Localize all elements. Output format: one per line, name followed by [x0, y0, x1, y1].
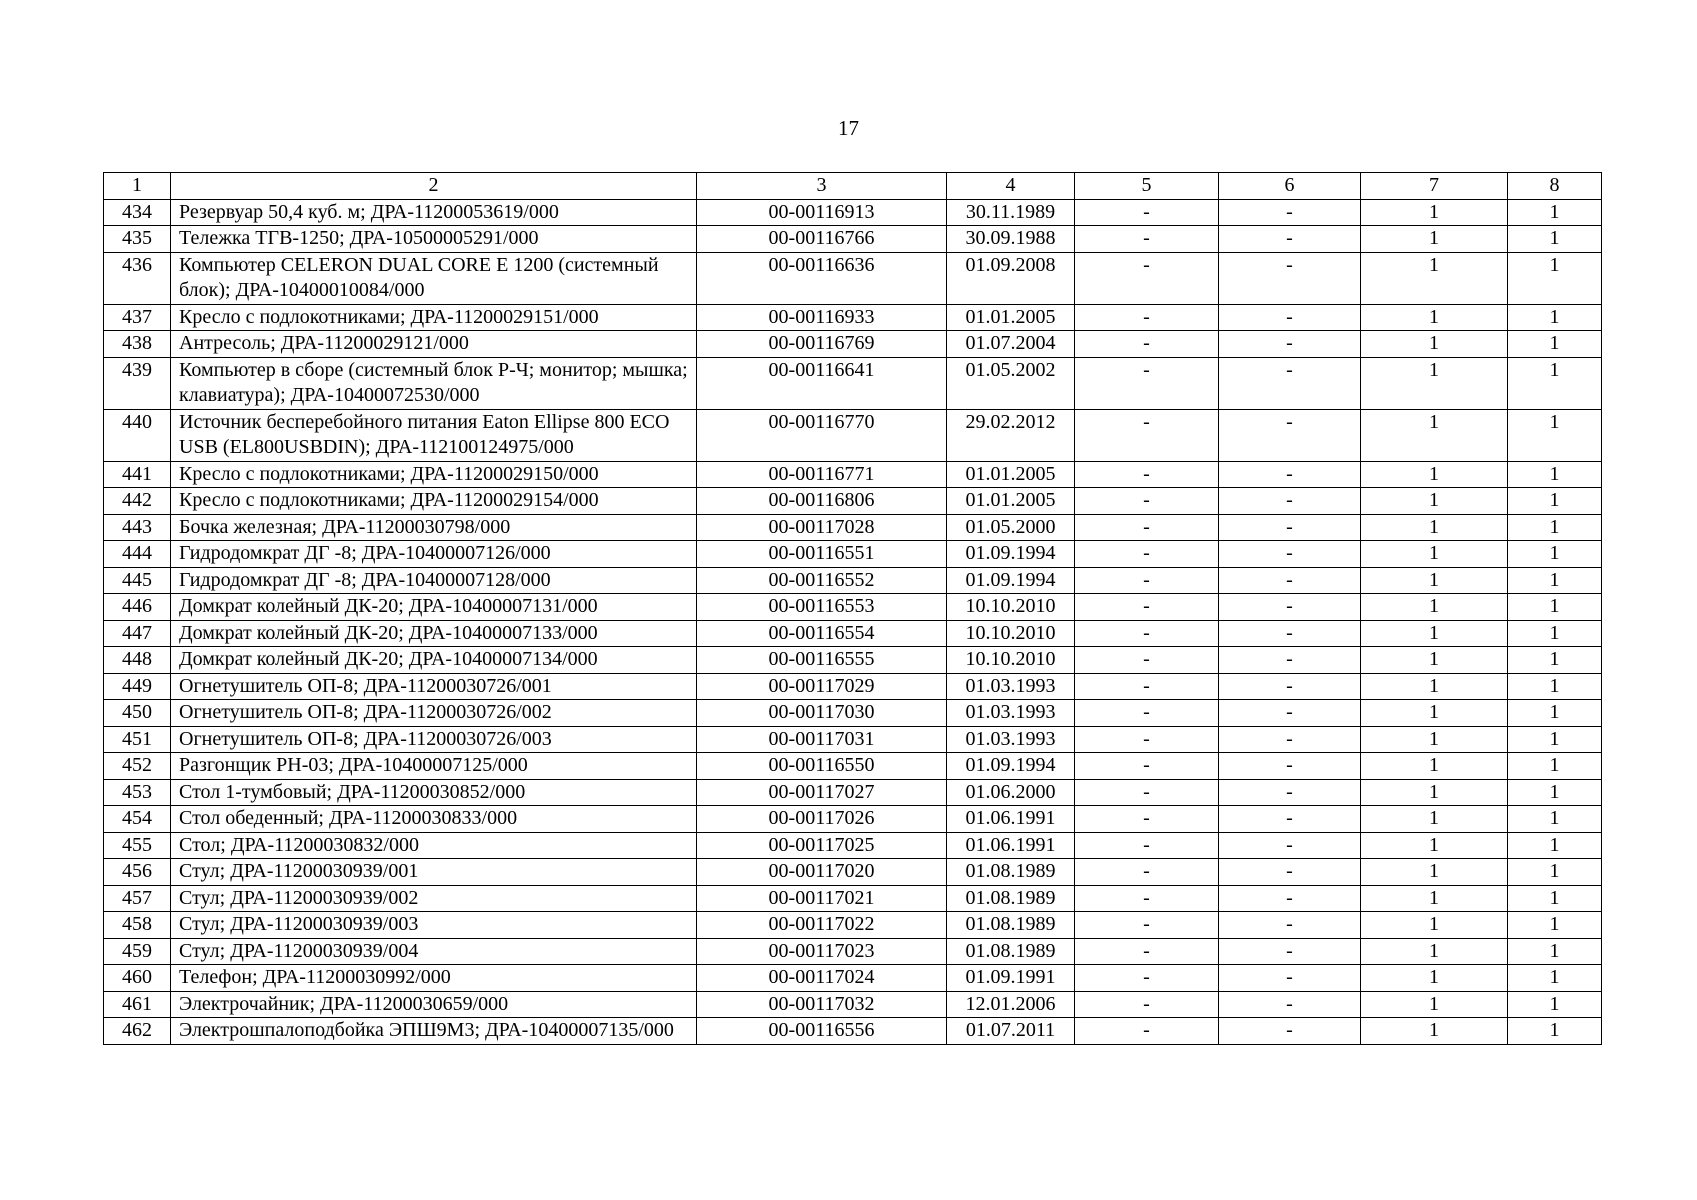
- column-5-cell: -: [1075, 991, 1219, 1018]
- inventory-number-cell: 00-00117021: [697, 885, 947, 912]
- column-8-cell: 1: [1508, 965, 1602, 992]
- column-5-cell: -: [1075, 514, 1219, 541]
- column-8-cell: 1: [1508, 252, 1602, 304]
- column-7-cell: 1: [1361, 226, 1508, 253]
- column-7-cell: 1: [1361, 514, 1508, 541]
- inventory-number-cell: 00-00116555: [697, 647, 947, 674]
- column-5-cell: -: [1075, 226, 1219, 253]
- description-cell: Кресло с подлокотниками; ДРА-11200029154/000: [171, 488, 697, 515]
- table-row: [104, 488, 1602, 515]
- column-5-cell: -: [1075, 567, 1219, 594]
- table-row: [104, 226, 1602, 253]
- date-cell: 01.09.2008: [947, 252, 1075, 304]
- column-8-cell: 1: [1508, 409, 1602, 461]
- row-number-cell: 462: [104, 1018, 171, 1045]
- table-row: [104, 461, 1602, 488]
- inventory-number-cell: 00-00117022: [697, 912, 947, 939]
- description-cell: Стол обеденный; ДРА-11200030833/000: [171, 806, 697, 833]
- row-number-cell: 460: [104, 965, 171, 992]
- column-7-cell: 1: [1361, 252, 1508, 304]
- column-7-cell: 1: [1361, 357, 1508, 409]
- column-5-cell: -: [1075, 541, 1219, 568]
- description-cell: Тележка ТГВ-1250; ДРА-10500005291/000: [171, 226, 697, 253]
- description-cell: Домкрат колейный ДК-20; ДРА-10400007133/000: [171, 620, 697, 647]
- inventory-number-cell: 00-00116551: [697, 541, 947, 568]
- date-cell: 01.07.2004: [947, 331, 1075, 358]
- description-cell: Стул; ДРА-11200030939/003: [171, 912, 697, 939]
- column-6-cell: -: [1219, 726, 1361, 753]
- column-5-cell: -: [1075, 938, 1219, 965]
- column-8-cell: 1: [1508, 357, 1602, 409]
- table-row: [104, 252, 1602, 304]
- table-row: [104, 938, 1602, 965]
- column-6-cell: -: [1219, 806, 1361, 833]
- row-number-cell: 457: [104, 885, 171, 912]
- column-8-cell: 1: [1508, 912, 1602, 939]
- inventory-number-cell: 00-00116550: [697, 753, 947, 780]
- date-cell: 01.07.2011: [947, 1018, 1075, 1045]
- column-6-cell: -: [1219, 885, 1361, 912]
- description-cell: Стол 1-тумбовый; ДРА-11200030852/000: [171, 779, 697, 806]
- table-row: [104, 779, 1602, 806]
- page-number: 17: [838, 116, 859, 140]
- description-cell: Компьютер CELERON DUAL CORE E 1200 (системный блок); ДРА-10400010084/000: [171, 252, 697, 304]
- date-cell: 30.09.1988: [947, 226, 1075, 253]
- description-cell: Огнетушитель ОП-8; ДРА-11200030726/002: [171, 700, 697, 727]
- column-7-cell: 1: [1361, 700, 1508, 727]
- column-5-cell: -: [1075, 912, 1219, 939]
- date-cell: 12.01.2006: [947, 991, 1075, 1018]
- column-6-cell: -: [1219, 461, 1361, 488]
- column-7-cell: 1: [1361, 199, 1508, 226]
- date-cell: 01.06.2000: [947, 779, 1075, 806]
- inventory-number-cell: 00-00116933: [697, 304, 947, 331]
- inventory-number-cell: 00-00116769: [697, 331, 947, 358]
- column-6-cell: -: [1219, 514, 1361, 541]
- description-cell: Телефон; ДРА-11200030992/000: [171, 965, 697, 992]
- column-8-cell: 1: [1508, 859, 1602, 886]
- row-number-cell: 439: [104, 357, 171, 409]
- inventory-number-cell: 00-00117030: [697, 700, 947, 727]
- column-header-2: 2: [171, 173, 697, 200]
- column-header-3: 3: [697, 173, 947, 200]
- inventory-number-cell: 00-00117025: [697, 832, 947, 859]
- column-5-cell: -: [1075, 779, 1219, 806]
- column-5-cell: -: [1075, 199, 1219, 226]
- row-number-cell: 437: [104, 304, 171, 331]
- description-cell: Гидродомкрат ДГ -8; ДРА-10400007126/000: [171, 541, 697, 568]
- inventory-number-cell: 00-00117026: [697, 806, 947, 833]
- date-cell: 01.06.1991: [947, 832, 1075, 859]
- column-8-cell: 1: [1508, 1018, 1602, 1045]
- column-7-cell: 1: [1361, 991, 1508, 1018]
- date-cell: 01.01.2005: [947, 488, 1075, 515]
- column-8-cell: 1: [1508, 779, 1602, 806]
- inventory-number-cell: 00-00116556: [697, 1018, 947, 1045]
- column-8-cell: 1: [1508, 806, 1602, 833]
- row-number-cell: 455: [104, 832, 171, 859]
- column-5-cell: -: [1075, 461, 1219, 488]
- column-7-cell: 1: [1361, 912, 1508, 939]
- column-8-cell: 1: [1508, 647, 1602, 674]
- column-6-cell: -: [1219, 409, 1361, 461]
- description-cell: Антресоль; ДРА-11200029121/000: [171, 331, 697, 358]
- inventory-table: [103, 172, 1602, 1045]
- column-5-cell: -: [1075, 331, 1219, 358]
- column-7-cell: 1: [1361, 304, 1508, 331]
- column-8-cell: 1: [1508, 461, 1602, 488]
- column-6-cell: -: [1219, 832, 1361, 859]
- column-7-cell: 1: [1361, 673, 1508, 700]
- column-5-cell: -: [1075, 252, 1219, 304]
- column-8-cell: 1: [1508, 991, 1602, 1018]
- table-row: [104, 409, 1602, 461]
- date-cell: 01.08.1989: [947, 859, 1075, 886]
- table-row: [104, 541, 1602, 568]
- table-row: [104, 331, 1602, 358]
- inventory-number-cell: 00-00116770: [697, 409, 947, 461]
- table-row: [104, 991, 1602, 1018]
- column-6-cell: -: [1219, 673, 1361, 700]
- table-row: [104, 726, 1602, 753]
- description-cell: Домкрат колейный ДК-20; ДРА-10400007134/000: [171, 647, 697, 674]
- date-cell: 01.03.1993: [947, 700, 1075, 727]
- column-5-cell: -: [1075, 1018, 1219, 1045]
- date-cell: 01.03.1993: [947, 673, 1075, 700]
- date-cell: 10.10.2010: [947, 647, 1075, 674]
- table-row: [104, 647, 1602, 674]
- row-number-cell: 451: [104, 726, 171, 753]
- column-5-cell: -: [1075, 965, 1219, 992]
- date-cell: 01.08.1989: [947, 885, 1075, 912]
- description-cell: Резервуар 50,4 куб. м; ДРА-11200053619/000: [171, 199, 697, 226]
- inventory-number-cell: 00-00117020: [697, 859, 947, 886]
- column-5-cell: -: [1075, 304, 1219, 331]
- table-row: [104, 620, 1602, 647]
- description-cell: Стул; ДРА-11200030939/004: [171, 938, 697, 965]
- column-7-cell: 1: [1361, 647, 1508, 674]
- table-row: [104, 1018, 1602, 1045]
- column-5-cell: -: [1075, 673, 1219, 700]
- inventory-number-cell: 00-00117028: [697, 514, 947, 541]
- column-7-cell: 1: [1361, 859, 1508, 886]
- row-number-cell: 450: [104, 700, 171, 727]
- description-cell: Разгонщик РН-03; ДРА-10400007125/000: [171, 753, 697, 780]
- column-7-cell: 1: [1361, 567, 1508, 594]
- inventory-number-cell: 00-00116771: [697, 461, 947, 488]
- table-row: [104, 304, 1602, 331]
- description-cell: Кресло с подлокотниками; ДРА-11200029150/000: [171, 461, 697, 488]
- description-cell: Источник бесперебойного питания Eaton Ellipse 800 ECO USB (EL800USBDIN); ДРА-112100124975/000: [171, 409, 697, 461]
- description-cell: Домкрат колейный ДК-20; ДРА-10400007131/000: [171, 594, 697, 621]
- column-5-cell: -: [1075, 647, 1219, 674]
- column-8-cell: 1: [1508, 488, 1602, 515]
- column-8-cell: 1: [1508, 594, 1602, 621]
- column-8-cell: 1: [1508, 753, 1602, 780]
- column-header-7: 7: [1361, 173, 1508, 200]
- description-cell: Стол; ДРА-11200030832/000: [171, 832, 697, 859]
- inventory-number-cell: 00-00116641: [697, 357, 947, 409]
- column-8-cell: 1: [1508, 620, 1602, 647]
- description-cell: Огнетушитель ОП-8; ДРА-11200030726/003: [171, 726, 697, 753]
- date-cell: 10.10.2010: [947, 594, 1075, 621]
- column-7-cell: 1: [1361, 965, 1508, 992]
- column-8-cell: 1: [1508, 885, 1602, 912]
- column-8-cell: 1: [1508, 199, 1602, 226]
- table-row: [104, 700, 1602, 727]
- column-6-cell: -: [1219, 965, 1361, 992]
- date-cell: 01.01.2005: [947, 304, 1075, 331]
- column-8-cell: 1: [1508, 541, 1602, 568]
- column-7-cell: 1: [1361, 620, 1508, 647]
- column-5-cell: -: [1075, 859, 1219, 886]
- column-8-cell: 1: [1508, 331, 1602, 358]
- column-5-cell: -: [1075, 753, 1219, 780]
- inventory-number-cell: 00-00117027: [697, 779, 947, 806]
- column-5-cell: -: [1075, 488, 1219, 515]
- inventory-number-cell: 00-00116552: [697, 567, 947, 594]
- date-cell: 01.09.1991: [947, 965, 1075, 992]
- column-6-cell: -: [1219, 700, 1361, 727]
- row-number-cell: 452: [104, 753, 171, 780]
- column-5-cell: -: [1075, 806, 1219, 833]
- date-cell: 01.03.1993: [947, 726, 1075, 753]
- column-7-cell: 1: [1361, 331, 1508, 358]
- description-cell: Электрошпалоподбойка ЭПШ9М3; ДРА-10400007135/000: [171, 1018, 697, 1045]
- description-cell: Стул; ДРА-11200030939/002: [171, 885, 697, 912]
- column-5-cell: -: [1075, 885, 1219, 912]
- column-6-cell: -: [1219, 938, 1361, 965]
- inventory-number-cell: 00-00116553: [697, 594, 947, 621]
- table-row: [104, 912, 1602, 939]
- column-8-cell: 1: [1508, 514, 1602, 541]
- column-5-cell: -: [1075, 832, 1219, 859]
- table-header-row: [104, 173, 1602, 200]
- column-8-cell: 1: [1508, 700, 1602, 727]
- table-row: [104, 199, 1602, 226]
- row-number-cell: 444: [104, 541, 171, 568]
- date-cell: 01.09.1994: [947, 567, 1075, 594]
- date-cell: 01.09.1994: [947, 541, 1075, 568]
- row-number-cell: 449: [104, 673, 171, 700]
- column-7-cell: 1: [1361, 461, 1508, 488]
- column-6-cell: -: [1219, 859, 1361, 886]
- inventory-number-cell: 00-00117024: [697, 965, 947, 992]
- date-cell: 29.02.2012: [947, 409, 1075, 461]
- column-header-4: 4: [947, 173, 1075, 200]
- inventory-number-cell: 00-00116806: [697, 488, 947, 515]
- date-cell: 01.08.1989: [947, 938, 1075, 965]
- date-cell: 01.06.1991: [947, 806, 1075, 833]
- column-6-cell: -: [1219, 594, 1361, 621]
- description-cell: Кресло с подлокотниками; ДРА-11200029151/000: [171, 304, 697, 331]
- column-5-cell: -: [1075, 700, 1219, 727]
- description-cell: Огнетушитель ОП-8; ДРА-11200030726/001: [171, 673, 697, 700]
- column-6-cell: -: [1219, 991, 1361, 1018]
- date-cell: 30.11.1989: [947, 199, 1075, 226]
- description-cell: Стул; ДРА-11200030939/001: [171, 859, 697, 886]
- column-5-cell: -: [1075, 726, 1219, 753]
- date-cell: 01.01.2005: [947, 461, 1075, 488]
- inventory-number-cell: 00-00117031: [697, 726, 947, 753]
- table-row: [104, 514, 1602, 541]
- column-6-cell: -: [1219, 1018, 1361, 1045]
- column-6-cell: -: [1219, 226, 1361, 253]
- inventory-number-cell: 00-00116636: [697, 252, 947, 304]
- table-row: [104, 673, 1602, 700]
- column-6-cell: -: [1219, 304, 1361, 331]
- column-header-8: 8: [1508, 173, 1602, 200]
- date-cell: 01.08.1989: [947, 912, 1075, 939]
- table-row: [104, 357, 1602, 409]
- table-row: [104, 885, 1602, 912]
- table-row: [104, 753, 1602, 780]
- row-number-cell: 459: [104, 938, 171, 965]
- column-5-cell: -: [1075, 594, 1219, 621]
- column-header-6: 6: [1219, 173, 1361, 200]
- column-6-cell: -: [1219, 753, 1361, 780]
- column-6-cell: -: [1219, 620, 1361, 647]
- column-header-5: 5: [1075, 173, 1219, 200]
- column-7-cell: 1: [1361, 885, 1508, 912]
- column-7-cell: 1: [1361, 806, 1508, 833]
- row-number-cell: 435: [104, 226, 171, 253]
- column-5-cell: -: [1075, 357, 1219, 409]
- column-7-cell: 1: [1361, 726, 1508, 753]
- column-6-cell: -: [1219, 199, 1361, 226]
- row-number-cell: 441: [104, 461, 171, 488]
- column-6-cell: -: [1219, 912, 1361, 939]
- date-cell: 01.05.2002: [947, 357, 1075, 409]
- column-6-cell: -: [1219, 647, 1361, 674]
- table-row: [104, 859, 1602, 886]
- row-number-cell: 446: [104, 594, 171, 621]
- column-6-cell: -: [1219, 779, 1361, 806]
- row-number-cell: 453: [104, 779, 171, 806]
- column-8-cell: 1: [1508, 673, 1602, 700]
- inventory-number-cell: 00-00117023: [697, 938, 947, 965]
- row-number-cell: 434: [104, 199, 171, 226]
- column-6-cell: -: [1219, 357, 1361, 409]
- description-cell: Компьютер в сборе (системный блок Р-Ч; монитор; мышка; клавиатура); ДРА-10400072530/000: [171, 357, 697, 409]
- column-6-cell: -: [1219, 541, 1361, 568]
- row-number-cell: 447: [104, 620, 171, 647]
- row-number-cell: 461: [104, 991, 171, 1018]
- column-6-cell: -: [1219, 488, 1361, 515]
- row-number-cell: 440: [104, 409, 171, 461]
- row-number-cell: 445: [104, 567, 171, 594]
- column-6-cell: -: [1219, 331, 1361, 358]
- column-6-cell: -: [1219, 252, 1361, 304]
- inventory-number-cell: 00-00116554: [697, 620, 947, 647]
- column-7-cell: 1: [1361, 488, 1508, 515]
- column-8-cell: 1: [1508, 226, 1602, 253]
- row-number-cell: 438: [104, 331, 171, 358]
- table-row: [104, 806, 1602, 833]
- column-8-cell: 1: [1508, 304, 1602, 331]
- row-number-cell: 458: [104, 912, 171, 939]
- column-7-cell: 1: [1361, 832, 1508, 859]
- column-8-cell: 1: [1508, 832, 1602, 859]
- table-row: [104, 567, 1602, 594]
- description-cell: Бочка железная; ДРА-11200030798/000: [171, 514, 697, 541]
- inventory-number-cell: 00-00117029: [697, 673, 947, 700]
- column-5-cell: -: [1075, 620, 1219, 647]
- column-8-cell: 1: [1508, 938, 1602, 965]
- table-row: [104, 594, 1602, 621]
- inventory-number-cell: 00-00116766: [697, 226, 947, 253]
- description-cell: Гидродомкрат ДГ -8; ДРА-10400007128/000: [171, 567, 697, 594]
- column-7-cell: 1: [1361, 594, 1508, 621]
- column-7-cell: 1: [1361, 541, 1508, 568]
- column-8-cell: 1: [1508, 726, 1602, 753]
- row-number-cell: 454: [104, 806, 171, 833]
- column-7-cell: 1: [1361, 779, 1508, 806]
- date-cell: 10.10.2010: [947, 620, 1075, 647]
- column-7-cell: 1: [1361, 1018, 1508, 1045]
- column-7-cell: 1: [1361, 753, 1508, 780]
- column-6-cell: -: [1219, 567, 1361, 594]
- table-row: [104, 965, 1602, 992]
- date-cell: 01.09.1994: [947, 753, 1075, 780]
- date-cell: 01.05.2000: [947, 514, 1075, 541]
- table-body: [104, 199, 1602, 1044]
- row-number-cell: 442: [104, 488, 171, 515]
- table-row: [104, 832, 1602, 859]
- description-cell: Электрочайник; ДРА-11200030659/000: [171, 991, 697, 1018]
- column-8-cell: 1: [1508, 567, 1602, 594]
- inventory-number-cell: 00-00116913: [697, 199, 947, 226]
- row-number-cell: 443: [104, 514, 171, 541]
- column-header-1: 1: [104, 173, 171, 200]
- row-number-cell: 448: [104, 647, 171, 674]
- column-7-cell: 1: [1361, 938, 1508, 965]
- column-5-cell: -: [1075, 409, 1219, 461]
- row-number-cell: 436: [104, 252, 171, 304]
- inventory-number-cell: 00-00117032: [697, 991, 947, 1018]
- row-number-cell: 456: [104, 859, 171, 886]
- column-7-cell: 1: [1361, 409, 1508, 461]
